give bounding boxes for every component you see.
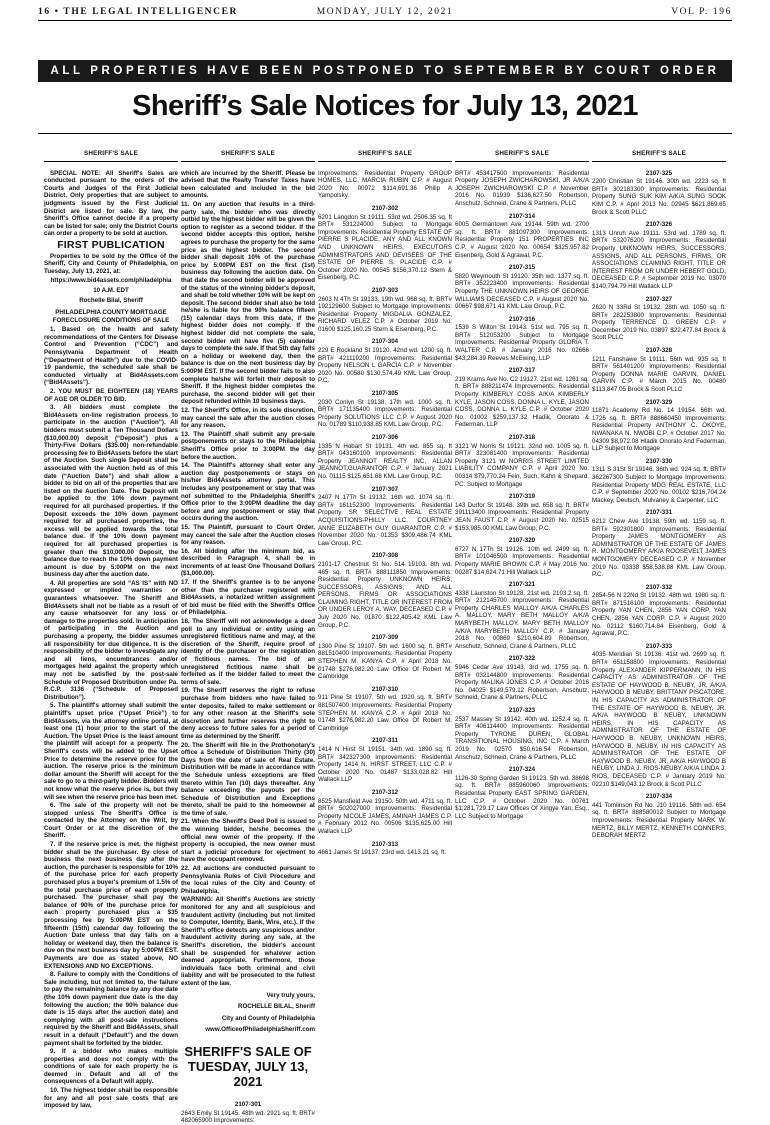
condition-paragraph: 2. YOU MUST BE EIGHTEEN (18) YEARS OF AGE OR OLDER TO BID. (44, 388, 178, 403)
sale-notice (318, 789, 452, 836)
sale-notice (455, 213, 589, 260)
notice-number: 2107-302 (371, 204, 399, 212)
conditions-list (44, 326, 178, 1110)
column-heading: SHERIFF'S SALE (592, 150, 726, 162)
notice-text: 219 Krams Ave No. C2 19127. 21st wd. 1261 sq. ft. BRT# 888211474 Improvements: Residential Property KIMBERLY COSS A/K/A KIMBERLY KYLE, JASON COSS, DONNA L. KYLE, JASON COSS, DONNA L. KYLE C.P. # October 2020 No. 01002 $259,137.32 Hladik, Onorato & Federman, LLP (455, 375, 589, 429)
notice-number: 2107-311 (372, 737, 398, 745)
signoff-closing: Very truly yours, (266, 991, 315, 999)
notice-number: 2107-331 (645, 509, 673, 517)
notice-text: 2854-56 N 22Nd St 19132. 48th wd. 1980 sq. ft. BRT# 871516100 Improvements: Residential Property YAN CHEN, 2856 YAN CORP. YAN CHEN, 2856 YAN CORP. C.P. # August 2020 No. 02112 $160,714.84 Eisenberg, Gold & Agrawal, P.C. (592, 592, 726, 638)
notice-text: 2030 Conlyn St 19138. 17th wd. 1000 sq. ft. BRT# 171135400 Improvements: Residential Property SOLUTIONS LLC C.P. # August 2020 No. 01789 $110,938.85 KML Law Group, P.C. (318, 398, 452, 429)
sale-notice (592, 458, 726, 505)
notice-number: 2107-313 (371, 840, 399, 848)
sale-notice (592, 793, 726, 840)
signoff-office: City and County of Philadelphia (221, 1014, 315, 1022)
notice-number: 2107-330 (645, 457, 673, 465)
condition-paragraph: WARNING: All Sheriff's Auctions are strictly monitored for any and all suspicious and fraudulent activity (including but not limited to Computer, Identity, Bank, Wire, etc.). If the Sheriff's office detects any suspicious and/or fraudulent activity during any sale, at the Sheriff's discretion, the bidder's account shall be suspended for whatever action deemed appropriate. Furthermore, those individuals face both criminal and civil liability and will be prosecuted to the fullest extent of the law. (181, 896, 315, 987)
sale-notice (318, 634, 452, 681)
notice-number: 2107-329 (645, 398, 673, 406)
notice-text: 2620 N 33Rd St 19132. 28th wd. 1050 sq. ft. BRT# 282253800 Improvements: Residential Property TERRENCE D. GREEN C.P. # December 2019 No. 03897 $22,477.84 Brock & Scott PLLC (592, 304, 726, 342)
sale-notice (592, 296, 726, 343)
first-publication-text: Properties to be sold by the Office of the Sheriff, City and County of Philadelphia, on Tuesday, July 13, 2021, at: (44, 252, 178, 275)
notice-text: Improvements: Residential Property GROUP HOMES, LLC, MARCIA RUBIN C.P. # August 2020 No. 00972 $114,691.36 Philip A Yampolsky. (318, 169, 452, 200)
sale-notice (318, 170, 452, 200)
notice-text: 8525 Mansfield Ave 19150. 50th wd. 4711 sq. ft. BRT# 502027000 Improvements: Residential Property NICOLE JAMES, AMINAH JAMES C.P. # February 2012 No. 00506 $135,625.00 Hill Wallack LLP (318, 797, 452, 835)
condition-paragraph: 20. The Sheriff will file in the Prothonotary's office a Schedule of Distribution Thirty (30) Days from the date of sale of Real Estate. Distribution will be made in accordance with the Schedule unless exceptions are filed thereto within Ten (10) days thereafter. Any balance exceeding the payouts per the Schedule of Distribution and Exceptions thereto, shall be paid to the homeowner at the time of sale. (181, 741, 315, 817)
sale-notice (455, 264, 589, 311)
notice-text: 5946 Cedar Ave 19143. 3rd wd. 1755 sq. ft. BRT# 032144800 Improvements: Residential Property MALIKA JONES C.P. # October 2016 No. 04025 $149,579.12 Robertson, Anschutz, Schneid, Crane & Partners, PLLC (455, 664, 589, 702)
notice-text: 3121 W Norris St 19121. 32nd wd. 1005 sq. ft. BRT# 323081400 Improvements: Residential Property 3121 W NORRIS STREET LIMITED LIABILITY COMPANY C.P. # April 2020 No. 00314 $79,770.24 Fein, Such, Kahn & Shepard, PC. Subject to Mortgage (455, 442, 589, 488)
notice-text: BRT# 453417500 Improvements: Residential Property JOSEPH ZWICHAROWSKI, JR A/K/A JOSEPH ZWICHAROWSKI C.P. # November 2016 No. 01939 $136,627.50 Robertson, Anschutz, Schneid, Crane & Partners, PLLC (455, 169, 589, 207)
notice-number: 2107-315 (508, 264, 536, 272)
column-2 (181, 150, 315, 1125)
notice-number: 2107-326 (645, 221, 673, 229)
sale-notice (592, 509, 726, 578)
headline-divider (38, 133, 732, 134)
condition-paragraph: 21. When the Sheriff's Deed Poll is issued to the winning bidder, he/she becomes the official new owner of the property. If the property is occupied, the new owner must start a judicial procedure for ejectment to have the occupant removed. (181, 818, 315, 864)
condition-paragraph: 10. The highest bidder shall be responsible for any and all post sale costs that are imposed by law, (44, 1087, 178, 1110)
sale-notice (592, 584, 726, 638)
sale-notice (318, 338, 452, 385)
sale-notice (318, 841, 452, 857)
postponement-banner: ALL PROPERTIES HAVE BEEN POSTPONED TO SEPTEMBER BY COURT ORDER (38, 60, 732, 82)
column-1 (44, 150, 178, 1110)
notice-number: 2107-328 (645, 347, 673, 355)
notice-text: 1126-30 Spring Garden St 19123. 5th wd. 38698 sq. ft. BRT# 885960060 Improvements: Residential Property EAST SPRING GARDEN, LLC C.P. # October 2020 No. 00761 $1,281,729.17 Law Offices Of Xingye Yan, Esq., LLC Subject to Mortgage (455, 774, 589, 820)
sale-notice (318, 434, 452, 481)
notice-number: 2107-303 (371, 286, 399, 294)
notice-number: 2107-305 (371, 390, 399, 398)
notice-number: 2107-301 (234, 1100, 262, 1108)
auction-time: 10 A.M. EDT (93, 286, 129, 294)
column-4 (455, 150, 589, 1016)
condition-paragraph: 15. The Plaintiff, pursuant to Court Order, may cancel the sale after the Auction closes for any reason. (181, 523, 315, 547)
condition-paragraph: which are incurred by the Sheriff. Please be advised that the Realty Transfer Taxes have been calculated and included in the bid amounts. (181, 169, 315, 200)
notice-text: 1539 S Wilton St 19143. 51st wd. 795 sq. ft. BRT# 512053200 Subject to Mortgage Improvements: Residential Property GLORIA T. WALTER C.P. # January 2016 No. 02666 $43,284.39 Reeves McEwing, LLP (455, 324, 589, 362)
condition-paragraph: 19. The Sheriff reserves the right to refuse purchase from bidders who have failed to enter deposits, failed to make settlement or for any other reason at the Sheriff's sole discretion and further reserves the right to deny access to future sales for a period of time as determined by the Sheriff. (181, 687, 315, 740)
notice-number: 2107-312 (371, 788, 399, 796)
notice-text: 6727 N 17Th St 19126. 10th wd. 2499 sq. ft. BRT# 101046500 Improvements: Residential Property MARIE BROWN C.P. # May 2016 No. 00287 $14,624.71 Hill Wallack LLP (455, 545, 589, 576)
notice-columns (44, 150, 728, 1125)
notice-text: 5820 Weymouth St 19120. 35th wd. 1377 sq. ft. BRT# 352223400 Improvements: Residential Property THE UNKNOWN HEIRS OF GEORGE WILLIAMS DECEASED C.P. # August 2020 No. 00667 $98,671.41 KML Law Group, P.C. (455, 272, 589, 311)
conditions-heading: PHILADELPHIA COUNTY MORTGAGE FORECLOSURE CONDITIONS OF SALE (52, 309, 170, 324)
sale-date-title: SHERIFF'S SALE OF TUESDAY, JULY 13, 2021 (184, 1043, 312, 1089)
notice-number: 2107-316 (508, 315, 536, 323)
page-title: Sheriff’s Sale Notices for July 13, 2021 (132, 90, 638, 122)
sale-notice (455, 493, 589, 532)
notice-text: 6212 Chew Ave 19138. 59th wd. 1159 sq. ft. BRT# 592301800 Improvements: Residential Property JAMES MONTGOMERY AS ADMINISTRATOR OF THE ESTATE OF JAMES R. MONTGOMERY A/K/A ROOSEVELT JAMES MONTGOMERY DECEASED C.P. # November 2019 No. 03338 $58,538.88 KML Law Group, P.C. (592, 517, 726, 579)
special-note: SPECIAL NOTE: All Sheriff's Sales are conducted pursuant to the orders of the Courts and Judges of the First Judicial District. Only properties that are subject to judgments issued by the First Judicial District are listed for sale. By law, the Sheriff's Office cannot decide if a property can be listed for sale; only the District Courts can order a property to be sold at auction. (44, 169, 178, 238)
notice-text: 2101-17 Chestnut St No. 514 19103. 8th wd. 465 sq. ft. BRT# 888111850 Improvements: Residential Property UNKNOWN HEIRS, SUCCESSORS, ASSIGNS, AND ALL PERSONS, FIRMS OR ASSOCIATIONS CLAIMING RIGHT, TITLE OR INTEREST FROM OR UNDER LEROY A. WAY, DECEASED C.P. # July 2020 No. 01870 $122,405.42 KML Law Group, P.C. (318, 560, 452, 629)
notice-number: 2107-320 (508, 537, 536, 545)
notice-text: 2537 Massey St 19142. 40th wd. 1252.4 sq. ft. BRT# 406114400 Improvements: Residential Property TYRONE DUREN, GLOBAL TRANSITIONAL HOUSING, INC C.P. # March 2019 No. 02570 $50,616.54 Robertson, Anschutz, Schneid, Crane & Partners, PLLC (455, 715, 589, 761)
column-3 (318, 150, 452, 1016)
condition-paragraph: 13. The Plaintiff shall submit any pre-sale postponements or stays to the Philadelphia Sheriff's Office prior to 3:00PM the day before the auction. (181, 430, 315, 461)
column-heading: SHERIFF'S SALE (318, 150, 452, 162)
sale-notice (455, 316, 589, 363)
masthead-publication: 16 • THE LEGAL INTELLIGENCER (38, 7, 238, 17)
sheriff-name: Rochelle Bilal, Sheriff (79, 296, 143, 304)
sale-notice (318, 205, 452, 282)
notice-text: 2407 N 17Th St 19132. 16th wd. 1074 sq. ft. BRT# 161152300 Improvements: Residential Property SR SELECTIVE REAL ESTATE ACQUISITIONS-PHILLY LLC, COURTNEY ANNE ELIZABETH GUY GUARANTOR C.P. # November 2020 No. 01353 $309,486.74 KML Law Group, P.C. (318, 494, 452, 547)
first-publication-heading: FIRST PUBLICATION (57, 238, 165, 251)
condition-paragraph: 5. The plaintiff's attorney shall submit the plaintiff's upset price (“Upset Price”) to Bid4Assets, via the attorney online portal, at least one (1) hour prior to the start of the Auction. The Upset Price is the least amount the plaintiff will accept for a property. The Sheriff's costs will be added to the Upset Price to determine the reserve price for the auction. The reserve price is the minimum dollar amount the Sheriff will accept for the sale to go to a third-party bidder. Bidders will not know what the reserve price is, but they will see when the reserve price has been met. (44, 702, 178, 801)
auction-url: https://www.bid4assets.com/philadelphia (50, 277, 172, 285)
notice-text: 1335 N Hobart St 19131. 4th wd. 855 sq. ft BRT# 043160100 Improvements: Residential Property JEANNOT REALTY INC, ALLAN JEANNOT,GUARANTOR C.P. # January 2021 No. 01115 $125,651.68 KML Law Group, P.C. (318, 442, 452, 480)
condition-paragraph: 18. The Sheriff will not acknowledge a deed poll to any individual or entity using an unregistered fictitious name and may, at the discretion of the Sheriff, require proof of identity of the purchaser or the registration of fictitious names. The bid of an unregistered fictitious name shall be forfeited as if the bidder failed to meet the terms of sale. (181, 618, 315, 686)
notice-number: 2107-325 (645, 169, 673, 177)
condition-paragraph: 8. Failure to comply with the Conditions of Sale including, but not limited to, the failure to pay the remaining balance by any due date (the 10% down payment due date is the day following the auction; the 90% balance due date is 15 days after the auction date) and complying with all post-sale instructions required by the Sheriff and Bid4Assets, shall result in a default (“Default”) and the down payment shall be forfeited by the bidder. (44, 971, 178, 1047)
notice-text: 6005 Germantown Ave 19144. 59th wd. 2700 sq. ft. BRT# 881097300 Improvements: Residential Property 151 PROPERTIES INC C.P. # August 2020 No. 00654 $325,957.82 Eisenberg, Gold & Agrawal, P.C. (455, 221, 589, 259)
notice-text: 911 Pine St 19107. 5th wd. 1920 sq. ft. BRT# 881507400 Improvements: Residential Property STEPHEN M. KANYA C.P. # April 2018 No. 01748 $276,982.20 Law Office Of Robert M. Cambridge (318, 694, 452, 732)
condition-paragraph: 7. If the reserve price is met, the highest bidder shall be the purchaser. By close of business the next business day after the auction, the purchaser is responsible for 10% of the purchase price for each property purchased plus a buyer's premium of 1.5% of the total purchase price of each property purchased. The purchaser shall pay the balance of 90% of the purchase price for each property purchased plus a $35 processing fee by 5:00PM EST on the fifteenth (15th) calendar day following the Auction Date unless that day falls on a holiday or weekend day, then the balance is due on the next business day by 5:00PM EST. Payments are due as stated above, NO EXTENSIONS AND NO EXCEPTIONS. (44, 841, 178, 970)
notice-text: 2603 N 4Th St 19133. 19th wd. 968 sq. ft. BRT# 192129600 Subject to Mortgage Improvements: Residential Property MIGDALIA GONZALEZ, RICHARD VELEZ C.P. # October 2019 No. 01600 $125,160.25 Stern & Eisenberg, P.C. (318, 295, 452, 333)
notice-text: 229 E Rockland St 19120. 42nd wd. 1200 sq. ft. BRT# 421119200 Improvements: Residential Property NELSON L GARCIA C.P. # November 2020 No. 00580 $130,574.49 KML Law Group, P.C. (318, 347, 452, 385)
notice-text: 1313 Unruh Ave 19111. 53rd wd. 1789 sq. ft. BRT# 532076200 Improvements: Residential Property UNKNOWN HEIRS, SUCCESSORS, ASSIGNS, AND ALL PERSONS, FIRMS, OR ASSOCIATIONS CLAIMING RIGHT, TITLE OR INTEREST FROM OR UNDER HEBERT GOLD, DECEASED C.P. # September 2019 No. 03070 $140,794.79 Hill Wallack LLP (592, 229, 726, 290)
column-5 (592, 150, 726, 1016)
notice-text: 2643 Emily St 19145. 48th wd. 2921 sq. ft. BRT# 482065900 Improvements: (181, 1109, 315, 1125)
notice-text: 4338 Lauriston St 19128. 21st wd. 2103.2 sq. ft. BRT# 212145700 Improvements: Residential Property CHARLES MALLOY A/K/A CHARLES A. MALLOY, MARY BETH MALLOY A/K/A MARYBETH MALLOY, MARY BETH MALLOY A/K/A MARYBETH MALLOY C.P. # January 2018 No. 00869 $210,604.89 Robertson, Anschutz, Schneid, Crane & Partners, PLLC (455, 589, 589, 650)
sale-notice (455, 170, 589, 208)
notice-text: 11871 Academy Rd No. 14 19154. 66th wd. 1726 sq. ft. BRT# 888660450 Improvements: Residential Property ANTHONY C. OKOYE, NWANAKA N. NWOBI C.P. # October 2017 No. 04309 $8,972.08 Hladik Onorato And Federman, LLP Subject to Mortgage (592, 407, 726, 453)
notice-text: 143 Durfor St 19148. 39th wd. 658 sq. ft. BRT# 391113400 Improvements: Residential Property JEAN FAUST C.P. # August 2020 No. 02515 $153,985.00 KML Law Group, P.C. (455, 501, 589, 532)
sale-notice (318, 737, 452, 784)
notice-text: 4035 Meridian St 19136. 41st wd. 2699 sq. ft. BRT# 651158800 Improvements: Residential Property ALEXANDER KIPPERMANN, IN HIS CAPACITY AS ADMINISTRATOR OF THE ESTATE OF HAYWOOD B. NEUBY, JR. A/K/A HAYWOOD B NEUBY, BRITTANY PISCATORE, IN HIS CAPACITY AS ADMINISTRATOR OF THE ESTATE OF HAYWOOD B. NEUBY, JR. A/K/A HAYWOOD B NEUBY, UNKNOWN HEIRS, IN HIS CAPACITY AS ADMINISTRATOR OF THE ESTATE OF HAYWOOD B. NEUBY, UNKNOWN HEIRS, HAYWOOD B. NEUBY, IN HIS CAPACITY AS ADMINISTRATOR OF THE ESTATE OF HAYWOOD B. NEUBY, JR. A/K/A HAYWOOD B NEUBY, LINDA J. RIOS-NEUBY A/K/A LINDA J. RIOS, DECEASED C.P. # January 2019 No. 02210 $149,043.12 Brock & Scott PLLC (592, 651, 726, 788)
sale-notice (592, 221, 726, 290)
sale-notice (592, 170, 726, 217)
notice-number: 2107-318 (508, 434, 536, 441)
column-heading: SHERIFF'S SALE (44, 150, 178, 162)
notice-text: 4661 James St 19137. 23rd wd. 1413.21 sq. ft. (318, 849, 447, 857)
notice-number: 2107-306 (371, 434, 399, 441)
condition-paragraph: 11. On any auction that results in a third-party sale, the bidder who was directly outbid by the highest bidder will be given the option to register as a second bidder. If the second bidder accepts this option, he/she agrees to purchase the property for the same price as the highest bidder. The second bidder shall deposit 10% of the purchase price by 5:00PM EST on the first (1st) business day following the auction date. On that date the second bidder will be approved of the status of the winning bidder's deposit, and shall be told whether 10% will be kept on deposit. The second bidder shall also be told he/she is liable for the 90% balance fifteen (15) calendar days from this date, if the highest bidder does not comply. If the highest bidder did not complete the sale, second bidder will have five (5) calendar days to complete the sale. If that 5th day falls on a holiday or weekend day, then the balance is due on the next business day by 5:00PM EST. If the second bidder fails to also complete he/she will forfeit their deposit to Sheriff. If the highest bidder completes the purchase, the second bidder will get their deposit refunded within 10 business days. (181, 200, 315, 406)
conditions-list-continued (181, 170, 315, 988)
masthead-volume: VOL P. 196 (671, 7, 732, 17)
sale-notice (592, 643, 726, 788)
notice-text: 2200 Christian St 19146. 30th wd. 2223 sq. ft BRT# 302183300 Improvements: Residential Property SUNG SUK KIM A/K/A SUNG SOOK KIM C.P. # April 2013 No. 02945 $621,869.65 Brock & Scott PLLC (592, 178, 726, 216)
sale-notice (318, 390, 452, 429)
notice-number: 2107-317 (508, 367, 536, 375)
notice-text: 1414 N Hirst St 19151. 34th wd. 1890 sq. ft. BRT# 342327300 Improvements: Residential Property 1414 N. HIRST STREET, LLC C.P. # October 2020 No. 01487 $133,028.82 Hill Wallack LLP (318, 745, 452, 784)
condition-paragraph: 12. The Sheriff's Office, in its sole discretion, may cancel the sale after the auction closes for any reason. (181, 407, 315, 430)
condition-paragraph: 3. All bidders must complete the Bid4Assets on-line registration process to participate in the auction (“Auction”). All bidders must submit a Ten Thousand Dollars ($10,000.00) deposit (“Deposit”) plus a Thirty-Five Dollars ($35.00) non-refundable processing fee to Bid4Assets before the start of the Auction. Such single Deposit shall be associated with the Auction held as of this date (“Auction Date”) and shall allow a bidder to bid on all of the properties that are listed on the Auction Date. The Deposit will be applied to the 10% down payment required for all purchased properties. If the Deposit exceeds the 10% down payment required for all purchased properties, the excess will be applied towards the total balance due. If the 10% down payment required for all purchased properties is greater than the $10,000.00 Deposit, the balance due to reach the 10% down payment amount is due by 5:00PM on the next business day after the auction date. (44, 404, 178, 579)
sale-notice (592, 347, 726, 394)
notice-text: 1211 Fanshawe St 19111. 56th wd. 935 sq. ft BRT# 561401200 Improvements: Residential Property DONNA MARIE GARVIN, DANIEL GARVIN C.P. # March 2015 No. 00480 $113,847.05 Brock & Scott PLLC (592, 355, 726, 394)
condition-paragraph: 14. The Plaintiff's attorney shall enter any auction day postponements or stays on his/her Bid4Assets attorney portal. This includes any postponement or stay that was not submitted to the Philadelphia Sheriff's Office prior to the 3:00PM deadline the day before and any postponement or stay that occurs during the auction. (181, 462, 315, 523)
condition-paragraph: 6. The sale of the property will not be stopped unless The Sheriff's Office is contacted by the Attorney on the Writ, by Court Order or at the discretion of the Sheriff. (44, 802, 178, 840)
masthead-date: MONDAY, JULY 12, 2021 (316, 7, 454, 17)
notice-number: 2107-322 (508, 655, 536, 663)
condition-paragraph: 17. If the Sheriff's grantee is to be anyone other than the purchaser registered with Bid4Assets, a notarized written assignment of bid must be filed with the Sheriff's Office of Philadelphia. (181, 579, 315, 617)
notice-list (455, 170, 589, 821)
notice-number: 2107-323 (508, 707, 536, 714)
notice-text: 1311 S 31St St 19146. 36th wd. 924 sq. ft. BRT# 362267300 Subject to Mortgage Improvements: Residential Property MDG REAL ESTATE, LLC C.P. # September 2020 No. 00102 $216,704.24 Mackey, Deutsch, Mulvaney & Carpenter, LLC (592, 466, 726, 504)
condition-paragraph: 22. All auctions are conducted pursuant to Pennsylvania Rules of Civil Procedure and the local rules of the City and County of Philadelphia. (181, 865, 315, 895)
notice-text: 441 Tomlinson Rd No. J10 19116. 58th wd. 654 sq. ft. BRT# 888580012 Subject to Mortgage Improvements: Residential Property MARK W. MERTZ, BILLY MERTZ, KENNETH CONNERS, DEBORAH MERTZ (592, 801, 726, 840)
condition-paragraph: 9. If a bidder who makes multiple properties and does not comply with the conditions of sale for each property he is deemed in Default and all of the consequences of a Default will apply. (44, 1048, 178, 1086)
sale-notice (455, 581, 589, 650)
signoff-name: ROCHELLE BILAL, Sheriff (238, 1003, 315, 1011)
notice-number: 2107-319 (508, 493, 536, 501)
condition-paragraph: 4. All properties are sold “AS IS” with NO expressed or implied warranties or guarantees whatsoever. The Sheriff and Bid4Assets shall not be liable as a result of any cause whatsoever for any loss or damage to the properties sold. In anticipation of participating in the Auction and purchasing a property, the bidder assumes all responsibility for due diligence. It is the responsibility of the bidder to investigate any and all liens, encumbrances and/or mortgages held against the property which may not be satisfied by the post-sale Schedule of Proposed Distribution under Pa. R.C.P. 3136 (“Schedule of Proposed Distribution”). (44, 579, 178, 701)
sale-notice (318, 287, 452, 334)
condition-paragraph: 16. All bidding after the minimum bid, as described in Paragraph 4, shall be in increments of at least One Thousand Dollars ($1,000.00). (181, 547, 315, 578)
sale-notice (455, 707, 589, 761)
notice-number: 2107-310 (371, 685, 399, 693)
notice-number: 2107-314 (508, 212, 536, 220)
notice-text: 1300 Pine St 19107. 5th wd. 1600 sq. ft. BRT# 881510400 Improvements: Residential Property STEPHEN M. KANYA C.P. # April 2018 No. 01748 $276,982.20 Law Office Of Robert M. Cambridge (318, 642, 452, 681)
column-heading: SHERIFF'S SALE (181, 150, 315, 162)
sale-notice (592, 399, 726, 453)
notice-list (592, 170, 726, 840)
sale-notice (455, 655, 589, 702)
sale-notice (455, 367, 589, 429)
sale-notice (318, 686, 452, 733)
notice-number: 2107-307 (371, 485, 399, 493)
column-heading: SHERIFF'S SALE (455, 150, 589, 162)
notice-number: 2107-321 (508, 581, 536, 589)
notice-number: 2107-333 (645, 642, 673, 650)
sale-notice (455, 766, 589, 820)
notice-number: 2107-334 (645, 793, 673, 801)
condition-paragraph: 1. Based on the health and safety recommendations of the Centers for Disease Control and Prevention (“CDC”) and Pennsylvania Department of Health (“Department of Health”) due to the COVID-19 pandemic, the scheduled sale shall be conducted virtually at Bid4Assets.com (“Bid4Assets”). (44, 326, 178, 387)
notice-number: 2107-304 (371, 338, 399, 346)
sale-notice (318, 486, 452, 548)
sale-notice (455, 434, 589, 488)
notice-list (318, 170, 452, 857)
sale-notice (318, 552, 452, 629)
notice-number: 2107-308 (371, 552, 399, 560)
notice-list (181, 1101, 315, 1125)
signoff-website: www.OfficeofPhiladelphiaSheriff.com (205, 1026, 315, 1034)
notice-number: 2107-309 (371, 634, 399, 642)
notice-text: 6201 Langdon St 19111. 53rd wd. 2506.35 sq. ft BRT# 531224000 Subject to Mortgage Improvements: Residential Property ESTATE OF PIERRE S PLACIDE, ANY AND ALL KNOWN AND UNKNOWN HEIRS, EXECUTORS ADMINISTRATORS AND DEVISEES OF THE ESTATE OF PIERRE S. PLACIDE C.P. # October 2020 No. 00545 $156,370.12 Stern & Eisenberg, P.C. (318, 213, 452, 282)
notice-number: 2107-332 (645, 583, 673, 591)
notice-number: 2107-324 (508, 766, 536, 774)
sale-notice (455, 537, 589, 576)
masthead (38, 6, 732, 21)
notice-number: 2107-327 (645, 295, 673, 303)
sale-notice (181, 1101, 315, 1125)
